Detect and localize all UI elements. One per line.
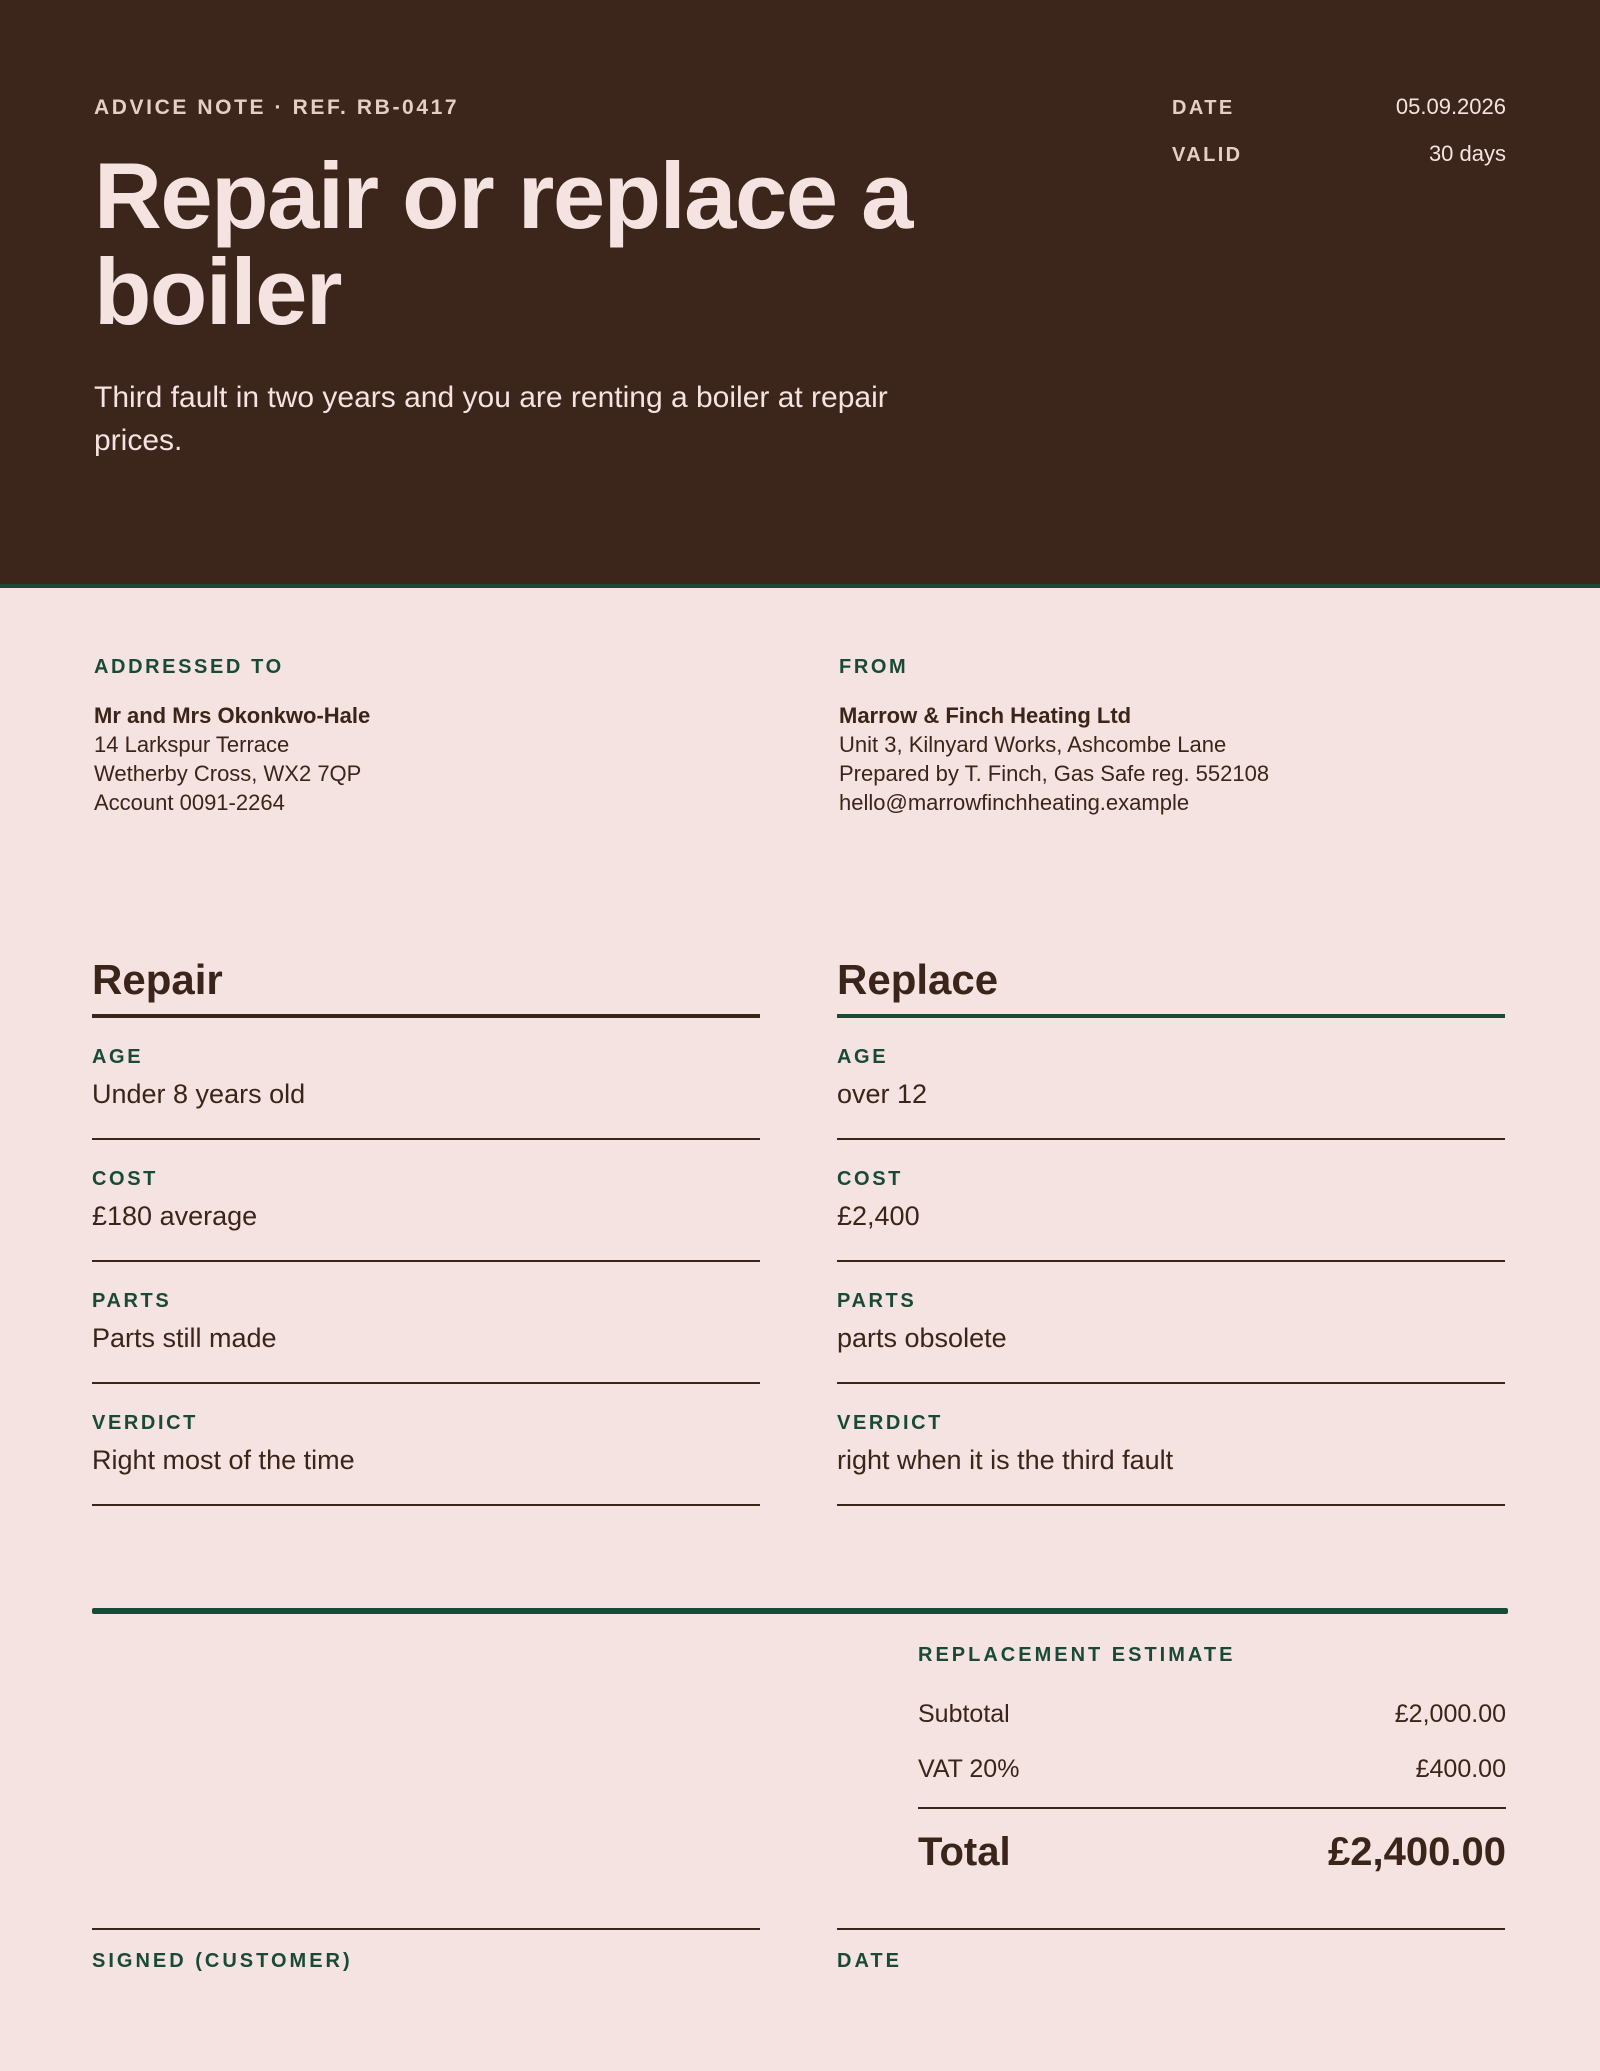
customer-signature-line[interactable] [92, 1928, 760, 1973]
row-label: COST [92, 1168, 158, 1190]
replace-column-title: Replace [837, 948, 1505, 1018]
reference-line: ADVICE NOTE · REF. RB-0417 [94, 96, 460, 119]
row-label: PARTS [837, 1290, 917, 1312]
comparison-row [92, 1384, 760, 1506]
recipient-name: Mr and Mrs Okonkwo-Hale [94, 703, 371, 728]
repair-column-title: Repair [92, 948, 760, 1018]
recipient-account: Account 0091-2264 [94, 790, 285, 815]
meta-valid-value: 30 days [1428, 141, 1506, 166]
meta-date-label: DATE [1172, 97, 1235, 119]
row-value: right when it is the third fault [837, 1445, 1174, 1475]
comparison-row [837, 1384, 1505, 1506]
row-label: COST [837, 1168, 903, 1190]
row-value: Under 8 years old [92, 1079, 306, 1109]
subtotal-line [918, 1687, 1506, 1742]
replace-column [837, 948, 1505, 1506]
total-value: £2,400.00 [1328, 1829, 1506, 1874]
comparison-row [837, 1262, 1505, 1384]
document-header [0, 0, 1600, 588]
row-value: over 12 [837, 1079, 928, 1109]
sender-email: hello@marrowfinchheating.example [839, 790, 1190, 815]
addressed-to-label: ADDRESSED TO [94, 656, 284, 678]
comparison-row [837, 1140, 1505, 1262]
vat-line [918, 1742, 1506, 1797]
subtotal-value: £2,000.00 [1394, 1700, 1506, 1728]
customer-signature-label: SIGNED (CUSTOMER) [92, 1950, 353, 1972]
row-label: PARTS [92, 1290, 172, 1312]
comparison-row [92, 1262, 760, 1384]
row-value: Parts still made [92, 1323, 277, 1353]
from-block [839, 656, 1479, 817]
row-value: parts obsolete [837, 1323, 1007, 1353]
comparison-row [837, 1018, 1505, 1140]
recipient-address-line: Wetherby Cross, WX2 7QP [94, 761, 362, 786]
comparison-row [92, 1018, 760, 1140]
meta-date [1172, 94, 1506, 120]
sender-name: Marrow & Finch Heating Ltd [839, 703, 1132, 728]
vat-label: VAT 20% [918, 1755, 1020, 1783]
document-title: Repair or replace a boiler [94, 143, 912, 344]
signature-date-line[interactable] [837, 1928, 1505, 1973]
row-label: VERDICT [837, 1412, 943, 1434]
section-divider [92, 1608, 1508, 1614]
subtotal-label: Subtotal [918, 1700, 1010, 1728]
sender-address-line: Unit 3, Kilnyard Works, Ashcombe Lane [839, 732, 1227, 757]
row-value: £180 average [92, 1201, 258, 1231]
row-label: AGE [92, 1046, 144, 1068]
repair-column [92, 948, 760, 1506]
estimate-label: REPLACEMENT ESTIMATE [918, 1644, 1236, 1666]
from-label: FROM [839, 656, 909, 678]
row-label: AGE [837, 1046, 889, 1068]
recipient-address-line: 14 Larkspur Terrace [94, 732, 290, 757]
total-line [918, 1809, 1506, 1895]
row-label: VERDICT [92, 1412, 198, 1434]
replacement-estimate [918, 1644, 1506, 1895]
vat-value: £400.00 [1415, 1755, 1506, 1783]
row-value: £2,400 [837, 1201, 920, 1231]
row-value: Right most of the time [92, 1445, 355, 1475]
meta-valid-label: VALID [1172, 144, 1243, 166]
comparison-row [92, 1140, 760, 1262]
sender-prepared-by: Prepared by T. Finch, Gas Safe reg. 552108 [839, 761, 1270, 786]
document-subtitle: Third fault in two years and you are renting a boiler at repair prices. [94, 381, 888, 457]
meta-date-value: 05.09.2026 [1395, 94, 1506, 119]
signature-date-label: DATE [837, 1950, 902, 1972]
meta-valid [1172, 141, 1506, 167]
total-label: Total [918, 1829, 1011, 1874]
addressed-to-block [94, 656, 734, 817]
